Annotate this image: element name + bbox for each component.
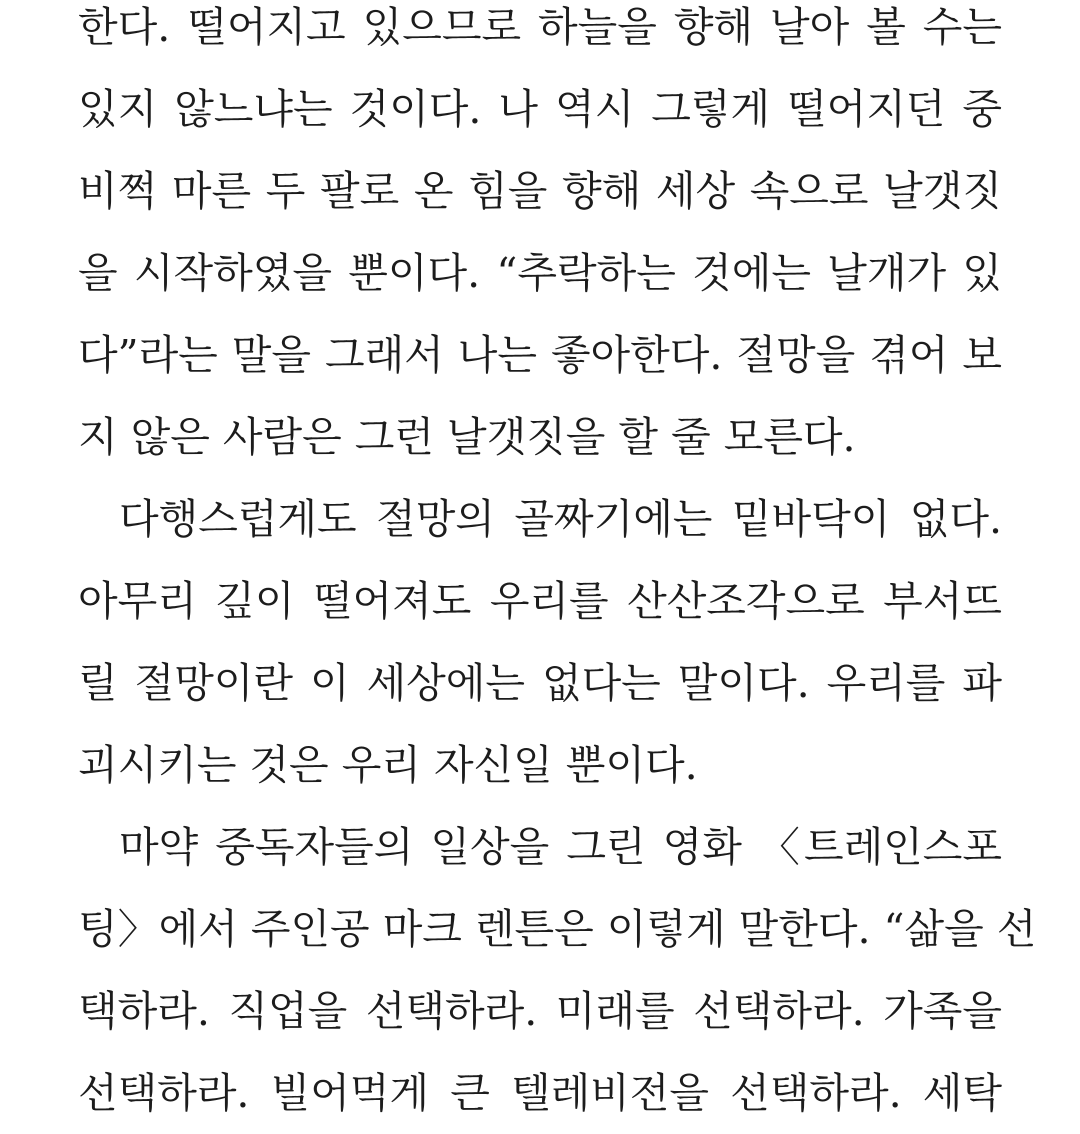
- text-line: [0, 970, 1080, 1052]
- text-line-content: 괴시키는 것은 우리 자신일 뿐이다.: [78, 741, 698, 789]
- text-line: [0, 1052, 1080, 1134]
- text-line: [0, 150, 1080, 232]
- text-line: [0, 396, 1080, 478]
- text-line: [0, 0, 1080, 68]
- text-line-content: 택하라. 직업을 선택하라. 미래를 선택하라. 가족을: [78, 987, 1002, 1035]
- text-line-content: 있지 않느냐는 것이다. 나 역시 그렇게 떨어지던 중: [78, 85, 1002, 133]
- text-line-content: 을 시작하였을 뿐이다. “추락하는 것에는 날개가 있: [78, 249, 1002, 297]
- text-line-content: 지 않은 사람은 그런 날갯짓을 할 줄 모른다.: [78, 413, 856, 461]
- text-line-content: 다행스럽게도 절망의 골짜기에는 밑바닥이 없다.: [119, 495, 1002, 543]
- text-line: [0, 232, 1080, 314]
- text-line-content: 다”라는 말을 그래서 나는 좋아한다. 절망을 겪어 보: [78, 331, 1002, 379]
- text-line: [0, 724, 1080, 806]
- text-line: [0, 642, 1080, 724]
- text-line: [0, 888, 1080, 970]
- text-line-content: 한다. 떨어지고 있으므로 하늘을 향해 날아 볼 수는: [78, 3, 1002, 51]
- text-line: [0, 314, 1080, 396]
- text-line-content: 아무리 깊이 떨어져도 우리를 산산조각으로 부서뜨: [78, 577, 1002, 625]
- paragraph-first-line: [0, 478, 1080, 560]
- text-line: [0, 68, 1080, 150]
- text-line-content: 팅〉에서 주인공 마크 렌튼은 이렇게 말한다. “삶을 선: [78, 905, 1037, 953]
- text-line: [0, 560, 1080, 642]
- paragraph-first-line: [0, 806, 1080, 888]
- text-line-content: 마약 중독자들의 일상을 그린 영화 〈트레인스포: [119, 823, 1002, 871]
- text-line-content: 선택하라. 빌어먹게 큰 텔레비전을 선택하라. 세탁: [78, 1069, 1002, 1117]
- text-line-content: 비쩍 마른 두 팔로 온 힘을 향해 세상 속으로 날갯짓: [78, 167, 1002, 215]
- text-line-content: 릴 절망이란 이 세상에는 없다는 말이다. 우리를 파: [78, 659, 1002, 707]
